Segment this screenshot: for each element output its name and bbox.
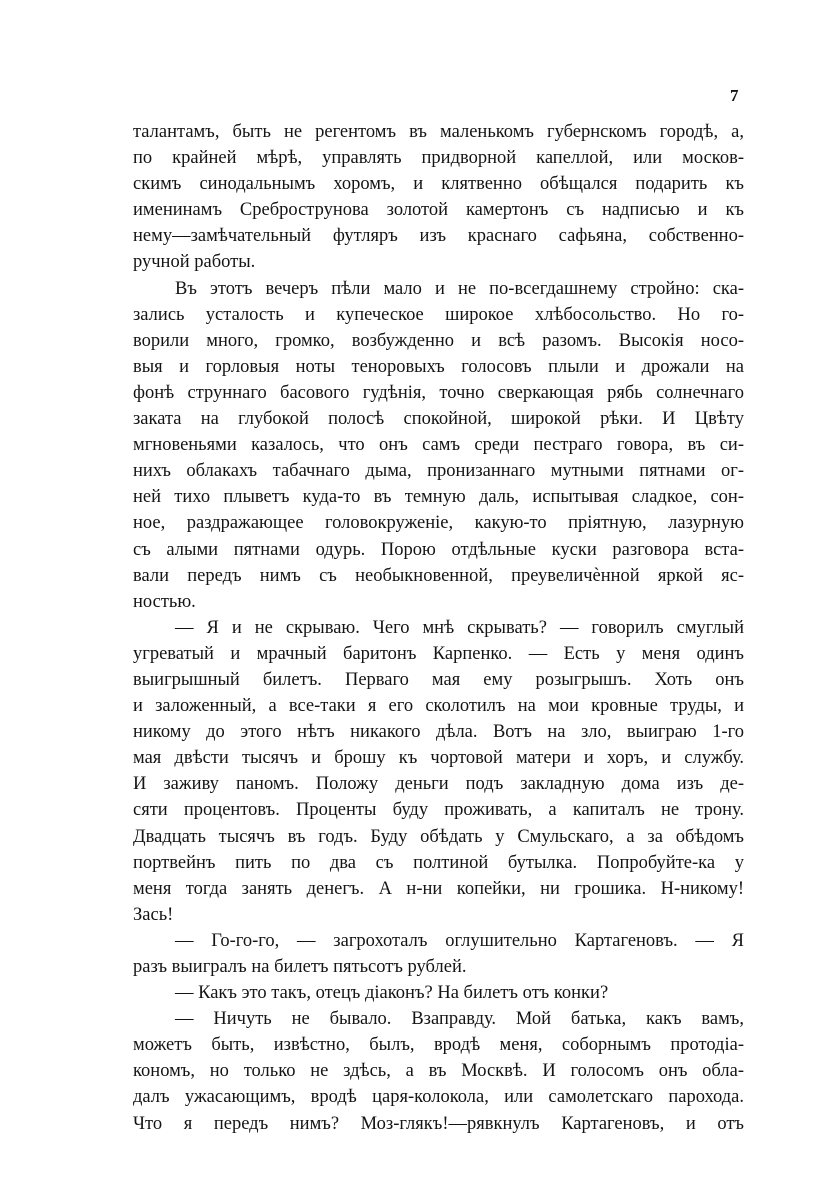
text-line: — Я и не скрываю. Чего мнѣ скрывать? — говорилъ смуглый [175, 617, 744, 638]
text-line: Что я передъ нимъ? Моз-глякъ!—рявкнулъ Картагеновъ, и отъ [133, 1113, 744, 1134]
text-line: по крайней мѣрѣ, управлять придворной капеллой, или москов- [133, 148, 744, 169]
text-line: выигрышный билетъ. Перваго мая ему розыгрышъ. Хоть онъ [133, 669, 744, 690]
text-line: ней тихо плыветъ куда-то въ темную даль, испытывая сладкое, сон- [133, 487, 744, 508]
text-line: фонѣ струннаго басового гудѣнія, точно сверкающая рябь солнечнаго [133, 382, 744, 403]
text-line: меня тогда занять денегъ. А н-ни копейки, ни грошика. Н-никому! [133, 878, 744, 899]
text-line: Въ этотъ вечеръ пѣли мало и не по-всегдашнему стройно: ска- [175, 278, 744, 299]
text-line: заката на глубокой полосѣ спокойной, широкой рѣки. И Цвѣту [133, 409, 744, 430]
text-line: — Ничуть не бывало. Взаправду. Мой батька, какъ вамъ, [175, 1009, 744, 1030]
text-block [133, 119, 744, 1137]
text-line: И заживу паномъ. Положу деньги подъ закладную дома изъ де- [133, 774, 744, 795]
text-line: выя и горловыя ноты теноровыхъ голосовъ плыли и дрожали на [133, 356, 744, 377]
text-line: скимъ синодальнымъ хоромъ, и клятвенно обѣщался подарить къ [133, 174, 744, 195]
text-line: вали передъ нимъ съ необыкновенной, преувеличѐнной яркой яс- [133, 565, 744, 586]
text-line: ручной работы. [133, 252, 256, 273]
text-line: именинамъ Среброструнова золотой камертонъ съ надписью и къ [133, 200, 744, 221]
text-line: кономъ, но только не здѣсь, а въ Москвѣ. И голосомъ онъ обла- [133, 1061, 744, 1082]
text-line: далъ ужасающимъ, вродѣ царя-колокола, или самолетскаго парохода. [133, 1087, 744, 1108]
text-line: Зась! [133, 904, 174, 925]
text-line: талантамъ, быть не регентомъ въ маленькомъ губернскомъ городѣ, а, [133, 122, 744, 142]
text-line: ворили много, громко, возбужденно и всѣ разомъ. Высокія носо- [133, 330, 744, 351]
page-number: 7 [730, 86, 739, 105]
text-line: ное, раздражающее головокруженіе, какую-то пріятную, лазурную [133, 513, 744, 534]
text-line: разъ выигралъ на билетъ пятьсотъ рублей. [133, 957, 467, 977]
text-line: портвейнъ пить по два съ полтиной бутылка. Попробуйте-ка у [133, 852, 744, 873]
text-line: — Го-го-го, — загрохоталъ оглушительно Картагеновъ. — Я [175, 930, 744, 951]
text-line: — Какъ это такъ, отецъ діаконъ? На билетъ отъ конки? [175, 983, 609, 1004]
text-line: Двадцать тысячъ въ годъ. Буду обѣдать у Смульскаго, а за обѣдомъ [133, 826, 744, 847]
text-line: никому до этого нѣтъ никакого дѣла. Вотъ на зло, выиграю 1-го [133, 722, 744, 743]
text-line: сяти процентовъ. Проценты буду проживать, а капиталъ не трону. [133, 800, 744, 821]
text-line: мгновеньями казалось, что онъ самъ среди пестраго говора, въ си- [133, 435, 744, 456]
text-line: нему—замѣчательный футляръ изъ краснаго сафьяна, собственно- [133, 226, 744, 247]
text-line: мая двѣсти тысячъ и брошу къ чортовой матери и хоръ, и службу. [133, 748, 744, 769]
text-line: нихъ облакахъ табачнаго дыма, пронизаннаго мутными пятнами ог- [133, 461, 744, 482]
text-line: угреватый и мрачный баритонъ Карпенко. — Есть у меня одинъ [133, 643, 744, 664]
text-line: зались усталость и купеческое широкое хлѣбосольство. Но го- [133, 304, 744, 325]
text-line: можетъ быть, извѣстно, былъ, вродѣ меня, соборнымъ протодіа- [133, 1035, 744, 1056]
text-line: ностью. [133, 591, 196, 612]
text-line: и заложенный, а все-таки я его сколотилъ на мои кровные труды, и [133, 696, 744, 717]
text-line: съ алыми пятнами одурь. Порою отдѣльные куски разговора вста- [133, 539, 744, 560]
